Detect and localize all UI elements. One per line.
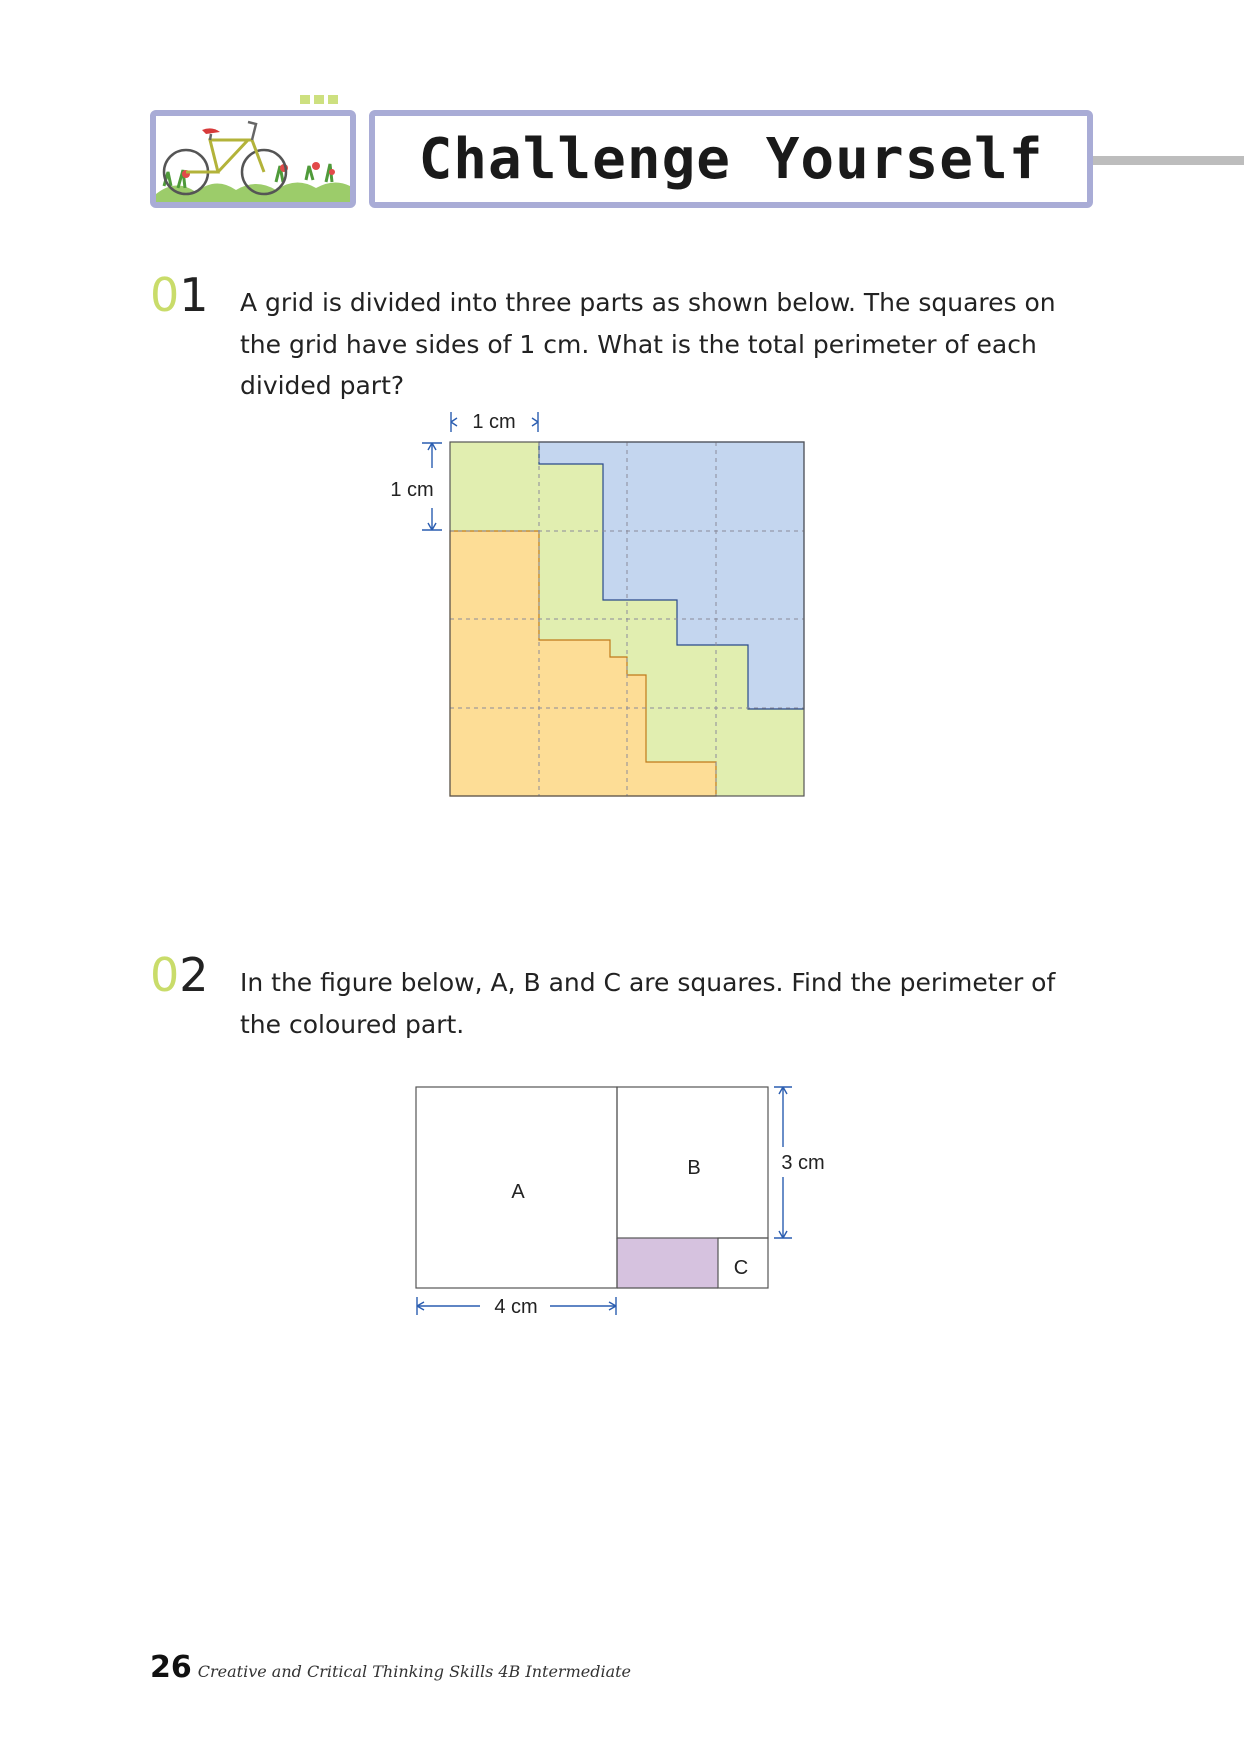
header-dots xyxy=(300,89,342,108)
title-banner xyxy=(369,110,1093,208)
label-a: A xyxy=(511,1181,525,1203)
page-title: Challenge Yourself xyxy=(418,126,1044,192)
question-number-1: 01 xyxy=(150,268,209,322)
page-number: 26 xyxy=(150,1650,192,1685)
page-footer xyxy=(150,1650,631,1685)
question-1-text xyxy=(240,282,1100,407)
question-1-line-2: the grid have sides of 1 cm. What is the total perimeter of each xyxy=(240,329,1037,359)
coloured-part xyxy=(617,1238,718,1288)
top-dimension-label: 1 cm xyxy=(472,411,516,433)
right-dimension-label: 3 cm xyxy=(781,1152,825,1174)
grid-figure xyxy=(370,400,820,810)
question-number-2: 02 xyxy=(150,948,209,1002)
label-b: B xyxy=(687,1157,701,1179)
header-illustration-frame xyxy=(150,110,356,208)
squares-figure xyxy=(400,1075,850,1335)
question-1-line-1: A grid is divided into three parts as shown below. The squares on xyxy=(240,288,1056,317)
question-1-line-3: divided part? xyxy=(240,371,405,400)
book-title: Creative and Critical Thinking Skills 4B Intermediate xyxy=(197,1662,631,1681)
question-2-line-1: In the figure below, A, B and C are squares. Find the perimeter of xyxy=(240,968,1056,997)
question-2-text xyxy=(240,962,1100,1045)
header-rule xyxy=(1093,156,1244,165)
question-2-line-2: the coloured part. xyxy=(240,1009,465,1039)
side-dimension-label: 1 cm xyxy=(390,479,434,501)
bicycle-illustration xyxy=(156,116,350,202)
bottom-dimension-label: 4 cm xyxy=(494,1296,538,1318)
label-c: C xyxy=(733,1257,749,1279)
